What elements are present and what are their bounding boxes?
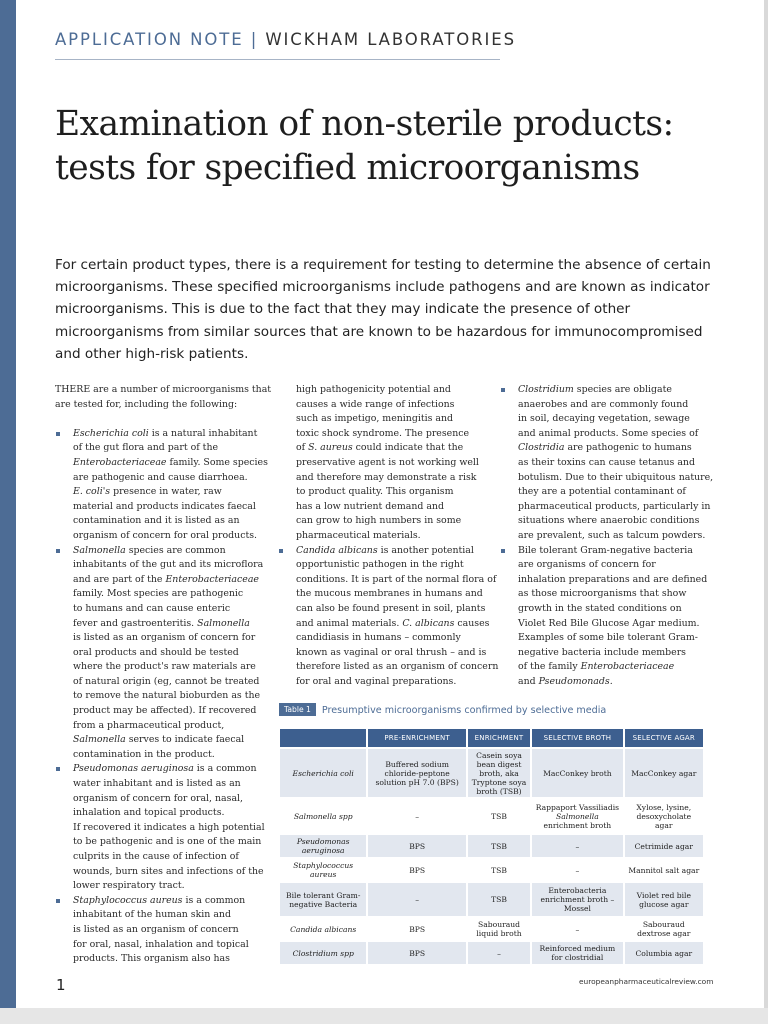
table-row: [280, 835, 703, 857]
table-cell: Xylose, lysine, desoxycholate agar: [625, 799, 703, 833]
table-header-row: [280, 729, 703, 747]
table-cell: Mannitol salt agar: [625, 859, 703, 881]
table-cell: Buffered sodium chloride-peptone solution pH 7.0 (BPS): [368, 749, 465, 797]
organism-cell: Staphylococcus aureus: [280, 859, 366, 881]
table-number-tag: Table 1: [279, 703, 316, 716]
body-text: are tested for, including the following:: [55, 398, 238, 410]
table-row: [280, 859, 703, 881]
table-cell: TSB: [468, 799, 530, 833]
list-item: Salmonella species are common inhabitants of the gut and its microflora and are part of the Enterobacteriaceae family. Most species are pathogenic to humans and can cause enteric fever and gastroenteritis. Salmonella is listed as an organism of concern for oral products and should be tested where the product's raw materials are of natural origin (eg, cannot be treated to remove the natural bioburden as the product may be affected). If recovered from a pharmaceutical product, Salmonella serves to indicate faecal contamination in the product.: [55, 544, 270, 763]
table-row: [280, 883, 703, 916]
table-cell: BPS: [368, 942, 465, 964]
table-cell: Enterobacteria enrichment broth – Mossel: [532, 883, 622, 916]
table-cell: BPS: [368, 918, 465, 940]
article-title: Examination of non-sterile products: tests for specified microorganisms: [55, 104, 674, 188]
header-label: APPLICATION NOTE: [55, 30, 244, 49]
table-cell: Columbia agar: [625, 942, 703, 964]
running-header: [55, 30, 516, 60]
body-column-3: [500, 383, 714, 689]
list-item: Clostridium species are obligate anaerobes and are commonly found in soil, decaying vegetation, sewage and animal products. Some species of Clostridia are pathogenic to humans as their toxins can cause tetanus and botulism. Due to their ubiquitous nature, they are a potential contaminant of pharmaceutical products, particularly in situations where anaerobic conditions are prevalent, such as talcum powders.: [500, 383, 710, 544]
table-cell: MacConkey broth: [532, 749, 622, 797]
table-cell: –: [468, 942, 530, 964]
spine-bar: [0, 0, 16, 1008]
table-row: [280, 799, 703, 833]
column-header: PRE-ENRICHMENT: [368, 729, 465, 747]
bullet-icon: [56, 432, 60, 436]
list-item: Candida albicans is another potential opportunistic pathogen in the right conditions. It is part of the normal flora of the mucous membranes in humans and can also be found present in soil, plants and animal materials. C. albicans causes candidiasis in humans – commonly known as vaginal or oral thrush – and is therefore listed as an organism of concern for oral and vaginal preparations.: [278, 544, 490, 690]
table-cell: Sabouraud dextrose agar: [625, 918, 703, 940]
table-cell: –: [368, 883, 465, 916]
lede-paragraph: For certain product types, there is a requirement for testing to determine the absence of certain microorganisms. These specified microorganisms include pathogens and are known as indicator microorganisms. This is due to the fact that they may indicate the presence of other microorganisms from similar sources that are known to be hazardous for immunocompromised and other high-risk patients.: [55, 257, 711, 362]
table-cell: Sabouraud liquid broth: [468, 918, 530, 940]
table-cell: –: [532, 918, 622, 940]
list-item: Escherichia coli is a natural inhabitant of the gut flora and part of the Enterobacteriaceae family. Some species are pathogenic and cause diarrhoea. E. coli's presence in water, raw material and products indicates faecal contamination and it is listed as an organism of concern for oral products.: [55, 427, 270, 544]
table-caption-text: Presumptive microorganisms confirmed by selective media: [321, 705, 607, 716]
column-header: ENRICHMENT: [468, 729, 530, 747]
list-item: Bile tolerant Gram-negative bacteria are organisms of concern for inhalation preparations and are defined as those microorganisms that show growth in the stated conditions on Violet Red Bile Glucose Agar medium. Examples of some bile tolerant Gram- negative bacteria include members of the family Enterobacteriaceae and Pseudomonads.: [500, 544, 710, 690]
table-row: [280, 942, 703, 964]
organism-cell: Escherichia coli: [280, 749, 366, 797]
bullet-icon: [56, 899, 60, 903]
footer-url: europeanpharmaceuticalreview.com: [579, 977, 714, 986]
page-number: 1: [56, 976, 66, 994]
header-separator: |: [250, 30, 259, 49]
column-header: SELECTIVE BROTH: [532, 729, 622, 747]
table-cell: Reinforced medium for clostridial: [532, 942, 622, 964]
list-item: Pseudomonas aeruginosa is a common water inhabitant and is listed as an organism of concern for oral, nasal, inhalation and topical products. If recovered it indicates a high potential to be pathogenic and is one of the main culprits in the cause of infection of wounds, burn sites and infections of the lower respiratory tract.: [55, 762, 270, 893]
table-row: [280, 918, 703, 940]
table-cell: –: [368, 799, 465, 833]
list-item: Staphylococcus aureus is a common inhabitant of the human skin and is listed as an organism of concern for oral, nasal, inhalation and topical products. This organism also has: [55, 894, 270, 967]
table-caption: [279, 703, 606, 717]
column-header: [280, 729, 366, 747]
organism-cell: Candida albicans: [280, 918, 366, 940]
bullet-icon: [56, 549, 60, 553]
table-cell: BPS: [368, 835, 465, 857]
page-edge: [764, 0, 768, 1008]
table-cell: Rappaport Vassiliadis Salmonella enrichment broth: [532, 799, 622, 833]
organism-cell: Bile tolerant Gram-negative Bacteria: [280, 883, 366, 916]
organism-cell: Salmonella spp: [280, 799, 366, 833]
body-column-2: high pathogenicity potential and causes a wide range of infections such as impetigo, meningitis and toxic shock syndrome. The presence of S. aureus could indicate that the preservative agent is not working well and therefore may demonstrate a risk to product quality. This organism has a low nutrient demand and can grow to high numbers in some pharmaceutical materials. Candida albicans is another potential opportunistic pathogen in the right conditions. It is part of the normal flora of the mucous membranes in humans and can also be found present in soil, plants and animal materials. C. albicans causes candidiasis in humans – commonly known as vaginal or oral thrush – and is therefore listed as an organism of concern for oral and vaginal preparations.: [278, 383, 490, 689]
body-text: THERE are a number of microorganisms that: [55, 384, 272, 395]
table-cell: MacConkey agar: [625, 749, 703, 797]
bullet-icon: [501, 549, 505, 553]
table-cell: BPS: [368, 859, 465, 881]
table-cell: TSB: [468, 883, 530, 916]
table-cell: Casein soya bean digest broth, aka Tryptone soya broth (TSB): [468, 749, 530, 797]
table-cell: TSB: [468, 859, 530, 881]
table-cell: –: [532, 835, 622, 857]
organism-cell: Pseudomonas aeruginosa: [280, 835, 366, 857]
organism-cell: Clostridium spp: [280, 942, 366, 964]
media-table: [278, 727, 705, 966]
table-cell: –: [532, 859, 622, 881]
table-cell: TSB: [468, 835, 530, 857]
bullet-icon: [279, 549, 283, 553]
table-row: [280, 749, 703, 797]
header-company: WICKHAM LABORATORIES: [265, 30, 516, 49]
table-cell: Violet red bile glucose agar: [625, 883, 703, 916]
table-cell: Cetrimide agar: [625, 835, 703, 857]
bullet-icon: [56, 767, 60, 771]
column-header: SELECTIVE AGAR: [625, 729, 703, 747]
body-column-1: [55, 383, 270, 967]
bullet-icon: [501, 388, 505, 392]
